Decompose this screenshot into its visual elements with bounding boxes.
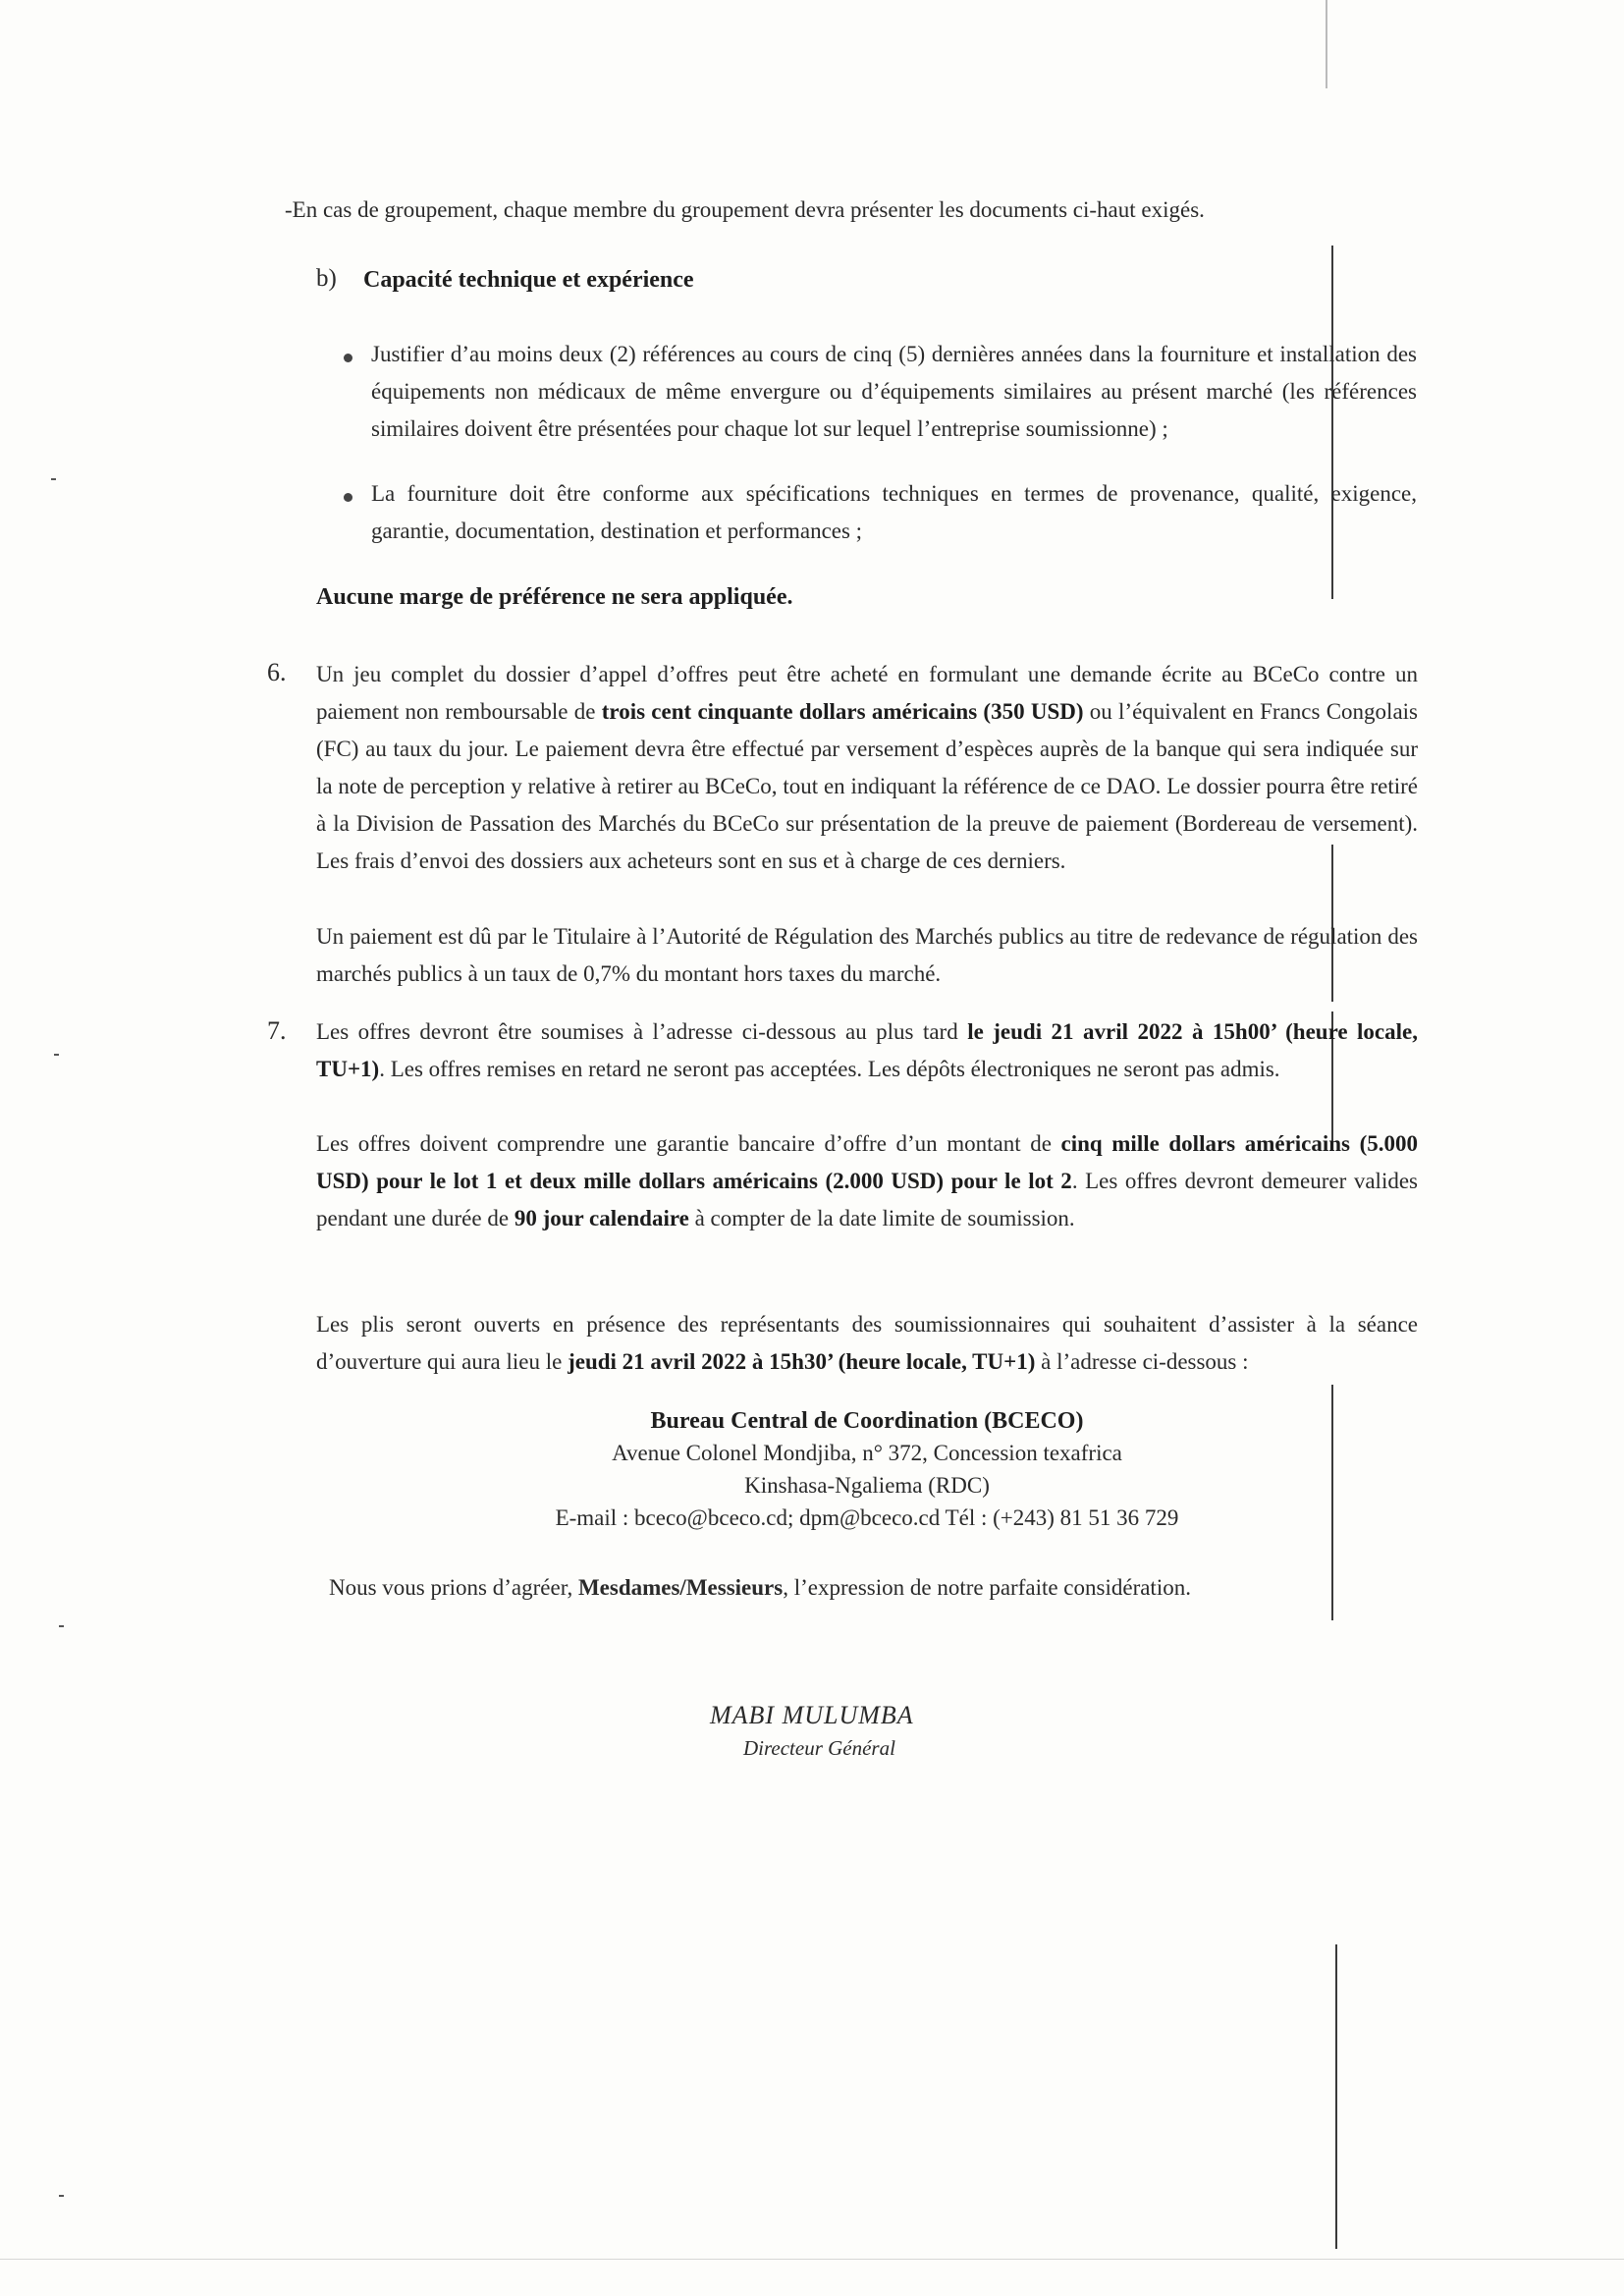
closing-text: , l’expression de notre parfaite considération. (783, 1575, 1191, 1600)
item7-text: à l’adresse ci-dessous : (1035, 1349, 1249, 1374)
scan-edge (0, 2259, 1624, 2260)
scan-speck (59, 2195, 64, 2197)
signature-name: MABI MULUMBA (710, 1701, 914, 1729)
item7-amounts: cinq mille dollars américains (5.000 USD) pour le lot 1 et deux mille dollars américains (2.000 USD) pour le lot 2 (316, 1131, 1418, 1193)
scan-speck (51, 478, 56, 480)
address-street: Avenue Colonel Mondjiba, n° 372, Concession texafrica (612, 1441, 1122, 1465)
item7-validity: 90 jour calendaire (514, 1206, 689, 1230)
item6-fee-paragraph: Un paiement est dû par le Titulaire à l’Autorité de Régulation des Marchés publics au titre de redevance de régulation des marchés publics à un taux de 0,7% du montant hors taxes du marché. (316, 924, 1418, 986)
address-contact: E-mail : bceco@bceco.cd; dpm@bceco.cd Tél : (+243) 81 51 36 729 (555, 1505, 1179, 1530)
item7-text: Les offres devront être soumises à l’adresse ci-dessous au plus tard (316, 1019, 968, 1044)
no-margin-note: Aucune marge de préférence ne sera appliquée. (316, 584, 793, 610)
item7-text: . Les offres remises en retard ne seront pas acceptées. Les dépôts électroniques ne seront pas admis. (379, 1057, 1280, 1081)
scan-speck (59, 1625, 64, 1627)
item6-paragraph (316, 656, 1418, 880)
scan-artifact-line (1326, 0, 1327, 88)
item6-price: trois cent cinquante dollars américains (350 USD) (601, 699, 1084, 724)
signature-title: Directeur Général (743, 1736, 895, 1760)
item7-text: Les offres doivent comprendre une garantie bancaire d’offre d’un montant de (316, 1131, 1061, 1156)
item7-text: Les plis seront ouverts en présence des représentants des soumissionnaires qui souhaitent d’assister à la séance d’ouverture qui aura lieu le (316, 1312, 1418, 1374)
bullet-icon (344, 493, 352, 502)
closing-line (329, 1575, 1409, 1601)
bullet-item: Justifier d’au moins deux (2) références au cours de cinq (5) dernières années dans la fourniture et installation des équipements non médicaux de même envergure ou d’équipements similaires au présent marché (les références similaires doivent être présentées pour chaque lot sur lequel l’entreprise soumissionne) ; (371, 342, 1417, 441)
closing-salutation: Mesdames/Messieurs (577, 1575, 784, 1600)
address-city: Kinshasa-Ngaliema (RDC) (744, 1473, 990, 1498)
item7-deadline: le jeudi 21 avril 2022 à 15h00’ (heure locale, TU+1) (316, 1019, 1418, 1081)
item-number: 6. (267, 658, 287, 686)
bullet-icon (344, 354, 352, 362)
item7-paragraph (316, 1013, 1418, 1088)
item7-opening-date: jeudi 21 avril 2022 à 15h30’ (heure locale, TU+1) (568, 1349, 1036, 1374)
bullet-item: La fourniture doit être conforme aux spécifications techniques en termes de provenance, qualité, exigence, garantie, documentation, destination et performances ; (371, 481, 1417, 543)
item6-text: Un jeu complet du dossier d’appel d’offres peut être acheté en formulant une demande écrite au BCeCo contre un paiement non remboursable de (316, 662, 1418, 724)
item6-text: ou l’équivalent en Francs Congolais (FC) au taux du jour. Le paiement devra être effectué par versement d’espèces auprès de la banque qui sera indiquée sur la note de perception y relative à retirer au BCeCo, tout en indiquant la référence de ce DAO. Le dossier pourra être retiré à la Division de Passation des Marchés du BCeCo sur présentation de la preuve de paiement (Bordereau de versement). Les frais d’envoi des dossiers aux acheteurs sont en sus et à charge de ces derniers. (316, 699, 1418, 873)
group-note: -En cas de groupement, chaque membre du groupement devra présenter les documents ci-haut exigés. (285, 197, 1205, 222)
section-b-title: Capacité technique et expérience (363, 267, 694, 293)
scan-artifact-line (1335, 1944, 1337, 2249)
item7-text: à compter de la date limite de soumission. (688, 1206, 1075, 1230)
item7-guarantee-paragraph (316, 1125, 1418, 1237)
scan-speck (54, 1054, 59, 1056)
section-b-label: b) (316, 265, 337, 292)
item7-text: . Les offres devront demeurer valides pendant une durée de (316, 1169, 1418, 1230)
item7-opening-paragraph (316, 1306, 1418, 1381)
address-org: Bureau Central de Coordination (BCECO) (650, 1408, 1084, 1434)
closing-text: Nous vous prions d’agréer, (329, 1575, 578, 1600)
item-number: 7. (267, 1016, 287, 1045)
